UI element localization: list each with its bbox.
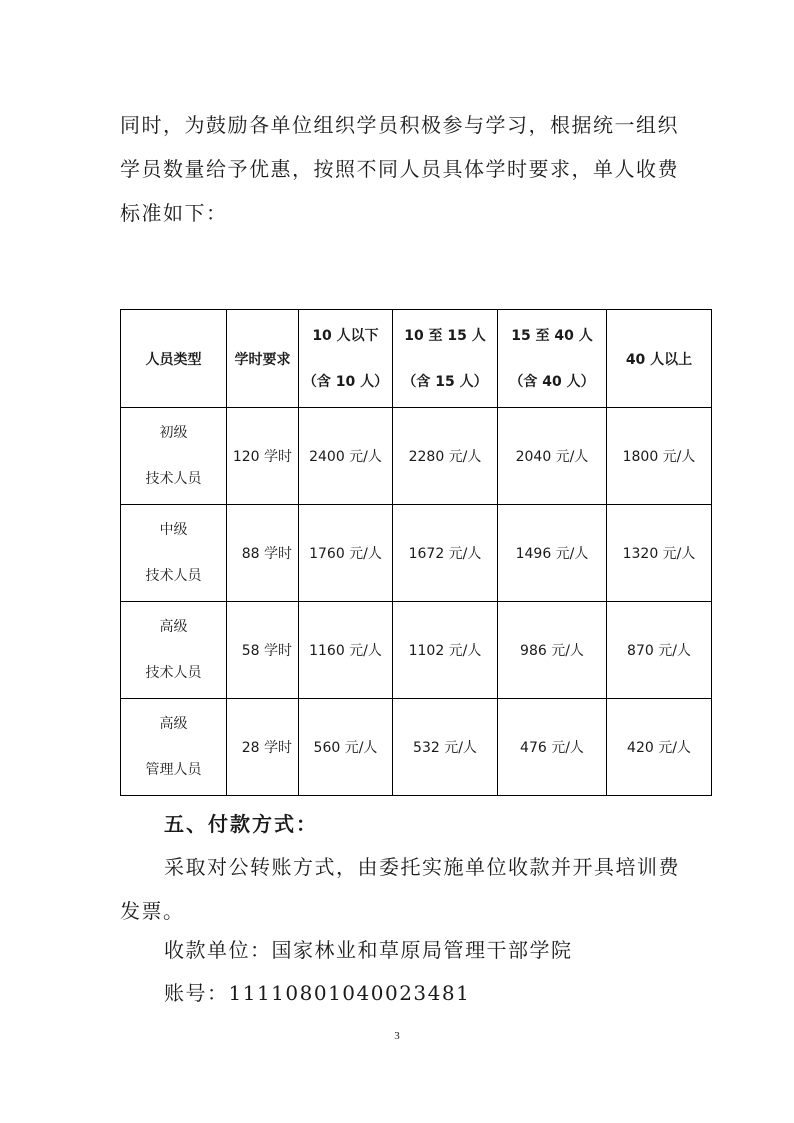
header-hours: 学时要求 (227, 310, 299, 408)
fee-table (120, 309, 712, 796)
cell-hours: 28 学时 (227, 699, 299, 796)
cell-fee: 1320 元/人 (607, 505, 712, 602)
intro-paragraph: 同时，为鼓励各单位组织学员积极参与学习，根据统一组织学员数量给予优惠，按照不同人员具体学时要求，单人收费标准如下： (120, 113, 679, 225)
header-over-40: 40 人以上 (607, 310, 712, 408)
cell-fee: 1800 元/人 (607, 408, 712, 505)
cell-fee: 532 元/人 (393, 699, 498, 796)
cell-hours: 58 学时 (227, 602, 299, 699)
cell-fee: 1760 元/人 (299, 505, 393, 602)
cell-fee: 1102 元/人 (393, 602, 498, 699)
cell-fee: 560 元/人 (299, 699, 393, 796)
section-5-heading: 五、付款方式： (164, 812, 318, 836)
cell-fee: 1160 元/人 (299, 602, 393, 699)
cell-fee: 2400 元/人 (299, 408, 393, 505)
cell-fee: 986 元/人 (498, 602, 607, 699)
cell-fee: 870 元/人 (607, 602, 712, 699)
table-row (121, 602, 712, 699)
cell-fee: 2280 元/人 (393, 408, 498, 505)
cell-fee: 1496 元/人 (498, 505, 607, 602)
cell-hours: 88 学时 (227, 505, 299, 602)
cell-fee: 476 元/人 (498, 699, 607, 796)
table-row (121, 505, 712, 602)
cell-person-type: 初级 技术人员 (121, 408, 227, 505)
cell-person-type: 高级 技术人员 (121, 602, 227, 699)
cell-fee: 420 元/人 (607, 699, 712, 796)
page-number: 3 (394, 1030, 400, 1042)
table-row (121, 699, 712, 796)
header-person-type: 人员类型 (121, 310, 227, 408)
cell-person-type: 中级 技术人员 (121, 505, 227, 602)
section-5-paragraph: 采取对公转账方式，由委托实施单位收款并开具培训费发票。 (120, 855, 680, 923)
payee-line: 收款单位：国家林业和草原局管理干部学院 (164, 938, 573, 962)
table-row (121, 408, 712, 505)
header-10-to-15: 10 至 15 人 （含 15 人） (393, 310, 498, 408)
cell-fee: 2040 元/人 (498, 408, 607, 505)
header-15-to-40: 15 至 40 人 （含 40 人） (498, 310, 607, 408)
account-number-line: 账号：11110801040023481 (164, 981, 471, 1005)
header-under-10: 10 人以下 （含 10 人） (299, 310, 393, 408)
cell-hours: 120 学时 (227, 408, 299, 505)
cell-person-type: 高级 管理人员 (121, 699, 227, 796)
cell-fee: 1672 元/人 (393, 505, 498, 602)
table-header-row (121, 310, 712, 408)
